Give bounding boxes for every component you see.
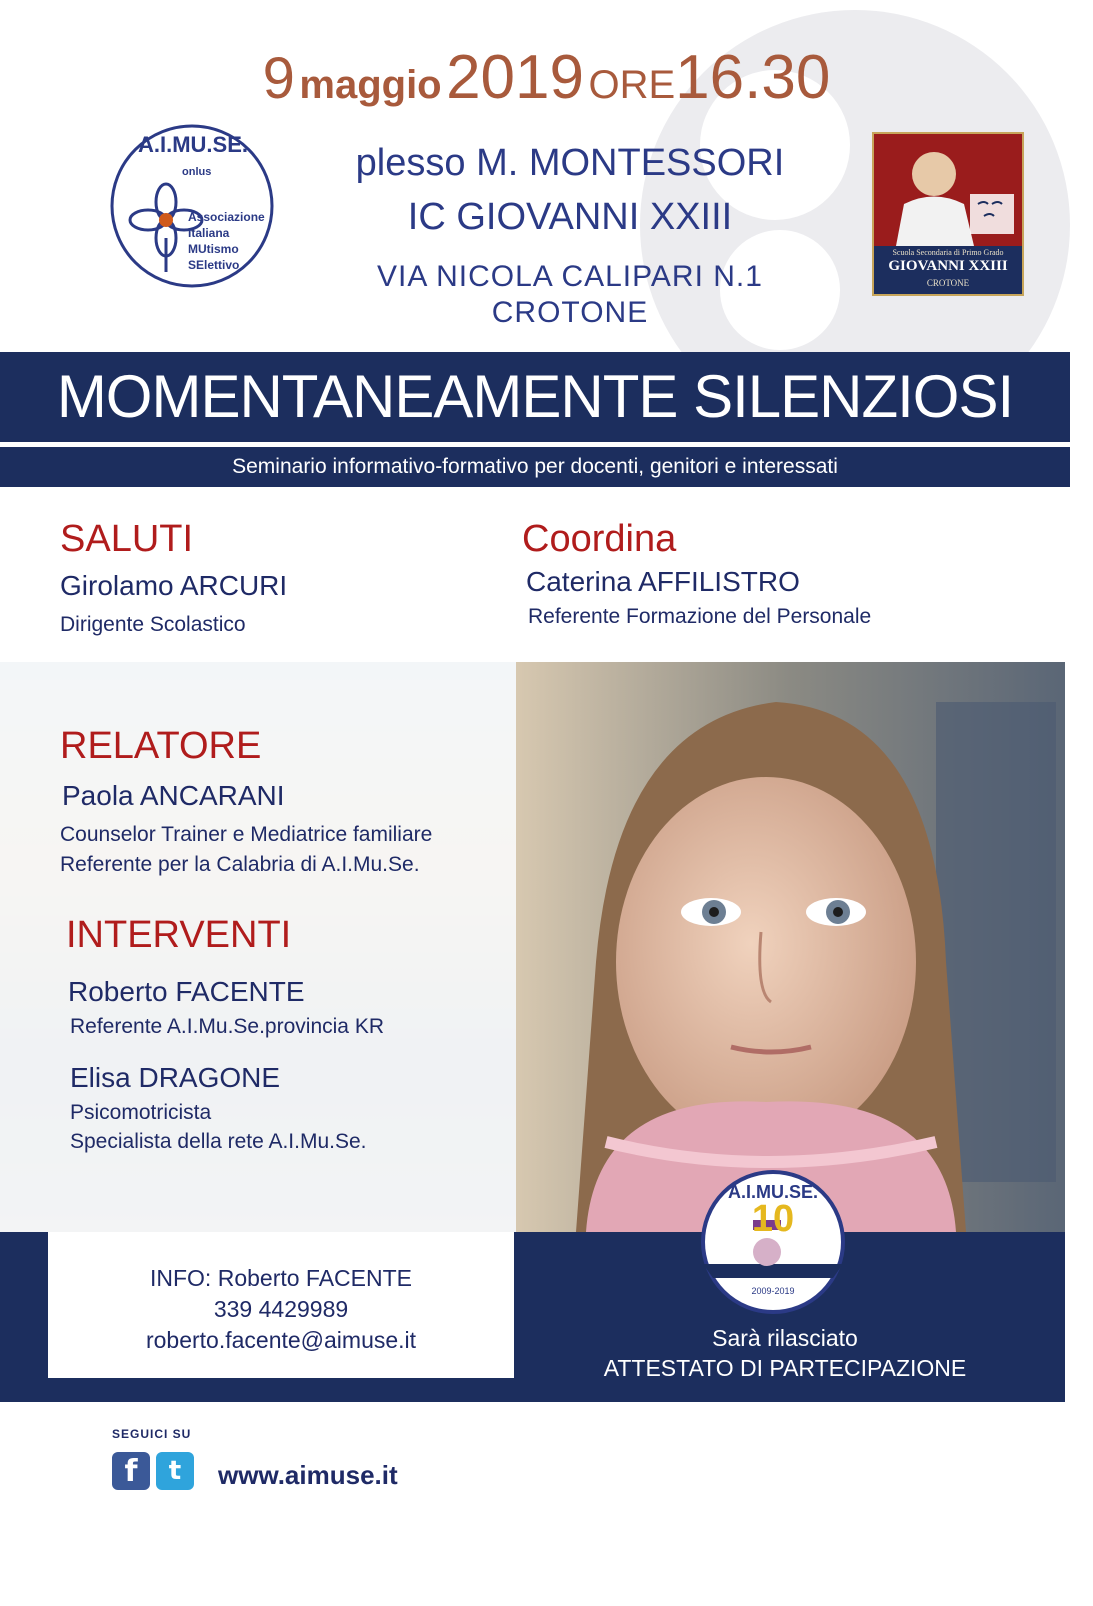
child-photo-illustration: [516, 662, 1065, 1232]
school-logo-line3: CROTONE: [926, 278, 970, 288]
school-logo-line1: Scuola Secondaria di Primo Grado: [892, 248, 1004, 257]
event-subtitle: Seminario informativo-formativo per docenti, genitori e interessati: [232, 455, 838, 478]
website-link[interactable]: www.aimuse.it: [218, 1460, 398, 1490]
attestato-line1: Sarà rilasciato: [712, 1325, 858, 1351]
badge-number: 10: [751, 1198, 795, 1240]
speaker-name: Elisa DRAGONE: [70, 1062, 281, 1093]
info-contact: INFO: Roberto FACENTE: [149, 1265, 412, 1291]
date-month: maggio: [299, 63, 442, 107]
speaker-role: Referente A.I.Mu.Se.provincia KR: [70, 1015, 384, 1038]
address-line1: VIA NICOLA CALIPARI N.1: [377, 260, 763, 293]
child-photo: [516, 662, 1065, 1232]
aimuse-logo-onlus: onlus: [182, 166, 212, 178]
school-logo-line2: GIOVANNI XXIII: [888, 258, 1008, 274]
aimuse-logo-line: Italiana: [188, 226, 230, 240]
venue-line2: IC GIOVANNI XXIII: [407, 196, 733, 238]
relatore-role: Referente per la Calabria di A.I.Mu.Se.: [60, 853, 420, 876]
venue-line1: plesso M. MONTESSORI: [355, 142, 785, 184]
saluti-role: Dirigente Scolastico: [60, 613, 246, 636]
speaker-role: Psicomotricista: [70, 1101, 212, 1124]
facebook-icon[interactable]: f: [112, 1452, 150, 1490]
saluti-name: Girolamo ARCURI: [60, 570, 288, 601]
aimuse-logo-line: SElettivo: [188, 258, 240, 272]
saluti-heading: SALUTI: [60, 518, 194, 560]
relatore-name: Paola ANCARANI: [62, 780, 285, 811]
badge-years: 2009-2019: [751, 1286, 795, 1296]
info-email[interactable]: roberto.facente@aimuse.it: [145, 1327, 417, 1353]
relatore-heading: RELATORE: [60, 725, 262, 767]
coordina-heading: Coordina: [522, 518, 677, 560]
aimuse-logo-line: MUtismo: [188, 242, 239, 256]
interventi-heading: INTERVENTI: [66, 914, 292, 956]
address-line2: CROTONE: [491, 296, 649, 329]
coordina-role: Referente Formazione del Personale: [528, 605, 872, 628]
speaker-name: Roberto FACENTE: [68, 976, 305, 1007]
info-phone: 339 4429989: [213, 1296, 349, 1322]
school-logo-emblem: [874, 134, 1022, 246]
twitter-icon[interactable]: t: [156, 1452, 194, 1490]
badge-title: A.I.MU.SE.: [727, 1182, 818, 1202]
date-day: 9: [262, 46, 295, 111]
speaker-role: Specialista della rete A.I.Mu.Se.: [70, 1130, 367, 1153]
date-time: 16.30: [675, 43, 831, 112]
school-logo: [872, 132, 1024, 296]
aimuse-logo-name: A.I.MU.SE.: [137, 132, 248, 157]
date-year: 2019: [446, 43, 585, 112]
event-title: MOMENTANEAMENTE SILENZIOSI: [56, 363, 1014, 430]
attestato-line2: ATTESTATO DI PARTECIPAZIONE: [603, 1355, 967, 1381]
coordina-name: Caterina AFFILISTRO: [526, 566, 800, 597]
event-date: [0, 42, 1093, 113]
relatore-role: Counselor Trainer e Mediatrice familiare: [60, 823, 433, 846]
anniversary-badge: [697, 1168, 849, 1318]
date-ore: ORE: [588, 63, 676, 107]
follow-label: SEGUICI SU: [112, 1427, 192, 1441]
aimuse-logo-line: Associazione: [188, 210, 265, 224]
